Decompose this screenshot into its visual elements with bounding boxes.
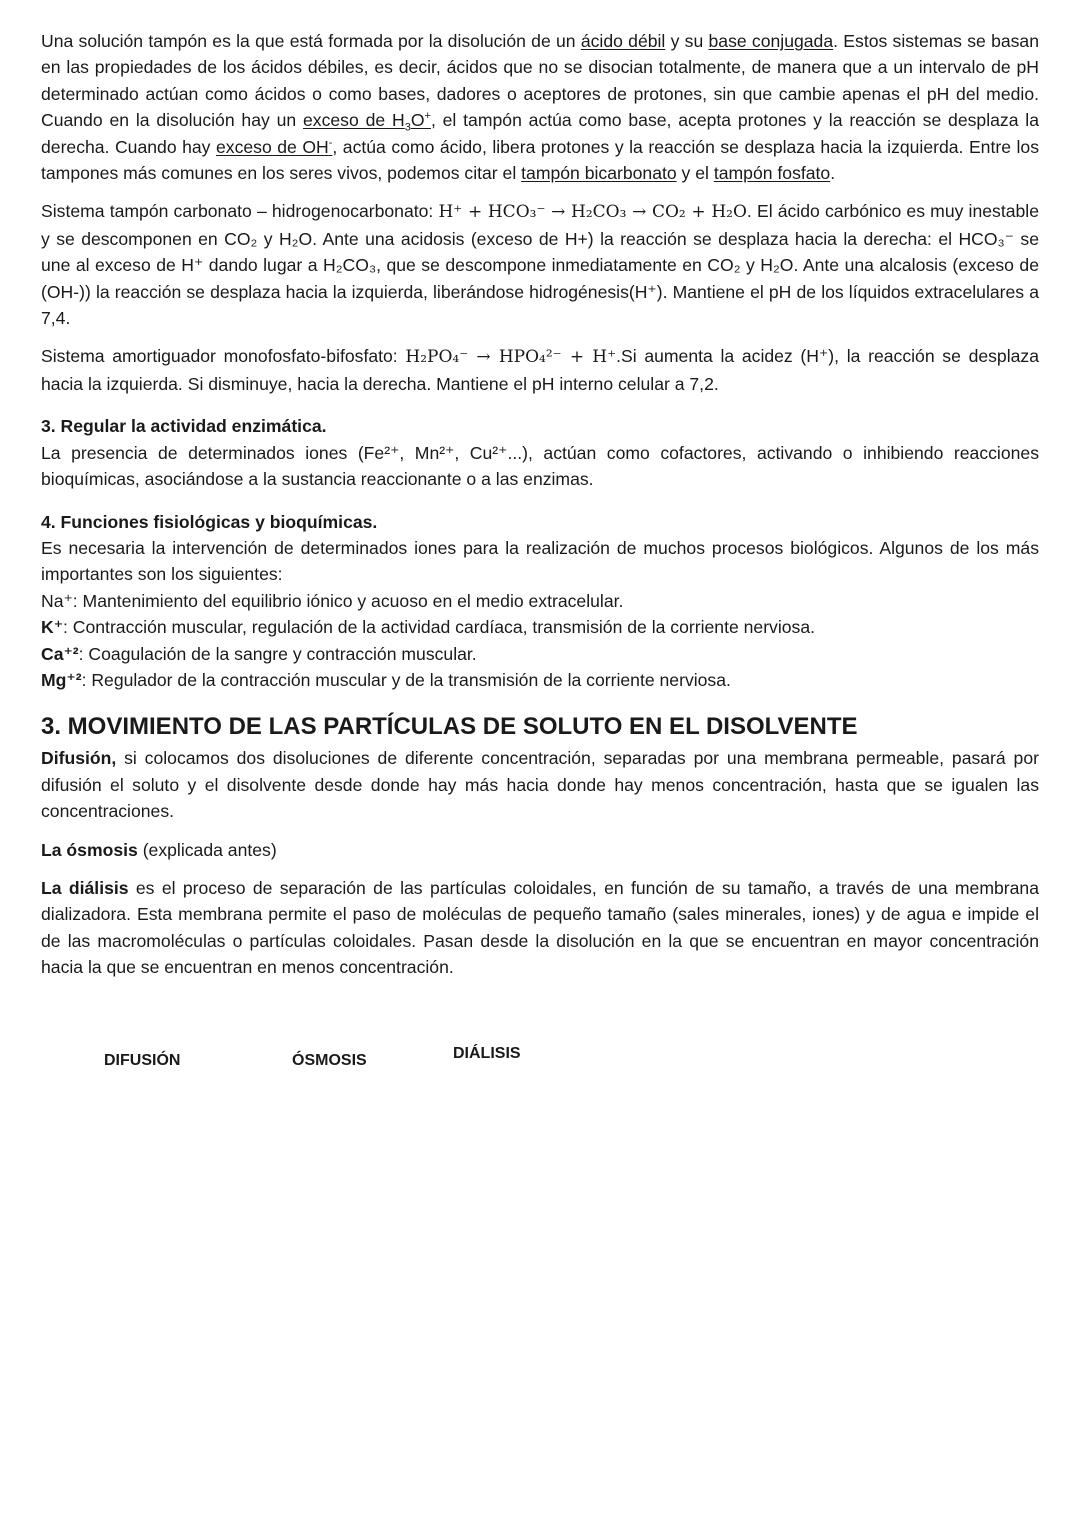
section-heading-solute-movement: 3. MOVIMIENTO DE LAS PARTÍCULAS DE SOLUTO EN EL DISOLVENTE — [41, 713, 858, 741]
ion-item-na — [41, 588, 1039, 614]
text-run: (explicada antes) — [137, 839, 277, 860]
text-run: . — [830, 163, 836, 184]
ion-item-mg — [41, 667, 1039, 693]
text-run: O — [410, 110, 425, 131]
phosphate-equation: H₂PO₄⁻ → HPO₄²⁻ + H⁺ — [405, 347, 617, 368]
term-osmosis: La ósmosis — [41, 839, 138, 860]
underlined-term-tampon-fosfato: tampón fosfato — [713, 163, 831, 184]
underlined-term-acido-debil: ácido débil — [580, 31, 666, 51]
buffer-intro-paragraph — [41, 28, 1039, 186]
enzyme-heading: 3. Regular la actividad enzimática. — [41, 416, 327, 437]
text-run: y el — [676, 163, 714, 184]
ion-symbol: Ca⁺² — [41, 643, 79, 664]
physiological-paragraph: Es necesaria la intervención de determinados iones para la realización de muchos procesos biológicos. Algunos de los más importantes son los siguientes: — [41, 537, 1039, 585]
underlined-term-base-conjugada: base conjugada — [708, 31, 834, 51]
text-run: exceso de OH — [216, 136, 329, 157]
term-difusion: Difusión, — [41, 748, 117, 769]
text-run: si colocamos dos disoluciones de diferente concentración, separadas por una membrana permeable, pasará por difusión el soluto y el disolvente desde donde hay más hacia donde hay menos concentración, hasta que se igualen las concentraciones. — [41, 748, 1039, 822]
underlined-term-exceso-h3o — [303, 110, 431, 134]
document-body — [41, 28, 1039, 981]
subscript: 3 — [404, 121, 411, 134]
enzyme-paragraph: La presencia de determinados iones (Fe²⁺, Mn²⁺, Cu²⁺...), actúan como cofactores, activando o inhibiendo reacciones bioquímicas, asociándose a la sustancia reaccionante o a las enzimas. — [41, 442, 1039, 490]
figure-label-dialisis: DIÁLISIS — [453, 1045, 521, 1062]
ion-description: : Coagulación de la sangre y contracción muscular. — [78, 643, 477, 664]
carbonate-equation: H⁺ + HCO₃⁻ → H₂CO₃ → CO₂ + H₂O — [438, 202, 747, 223]
phosphate-buffer-paragraph — [41, 343, 1039, 397]
text-run: . Estos sistemas se basan en las propiedades de los ácidos débiles, es decir, ácidos que no se disocian totalmente, de manera que a un intervalo de pH determinado actúan como ácidos o como bases, dadores o aceptores de protones, sin que cambie apenas el pH del medio. Cuando en la disolución hay un — [41, 31, 1040, 131]
ion-symbol: K⁺ — [41, 617, 63, 638]
text-run: Una solución tampón es la que está formada por la disolución de un — [41, 31, 581, 51]
ion-item-k — [41, 614, 1039, 640]
superscript: - — [328, 136, 333, 149]
ion-symbol: Mg⁺² — [41, 669, 82, 690]
figure-label-osmosis: ÓSMOSIS — [292, 1052, 367, 1069]
term-dialisis: La diálisis — [41, 877, 129, 898]
text-run: .Si aumenta la acidez (H⁺), la reacción se desplaza hacia la izquierda. Si disminuye, hacia la derecha. Mantiene el pH interno celular a 7,2. — [41, 346, 1039, 394]
text-run: , el tampón actúa como base, acepta protones y la reacción se desplaza la derecha. Cuando hay — [41, 110, 1039, 157]
ion-item-ca — [41, 641, 1039, 667]
ion-description: : Mantenimiento del equilibrio iónico y acuoso en el medio extracelular. — [72, 590, 624, 611]
underlined-term-exceso-oh — [216, 137, 332, 157]
text-run: exceso de H — [303, 110, 405, 131]
superscript: + — [424, 110, 431, 123]
text-run: es el proceso de separación de las partículas coloidales, en función de su tamaño, a través de una membrana dializadora. Esta membrana permite el paso de moléculas de pequeño tamaño (sales minerales, iones) y de agua e impide el de las macromoléculas o partículas coloidales. Pasan desde la disolución en la que se encuentran en mayor concentración hacia la que se encuentran en menos concentración. — [41, 877, 1039, 978]
underlined-term-tampon-bicarbonato: tampón bicarbonato — [521, 163, 677, 184]
difusion-paragraph — [41, 745, 1039, 824]
text-run: . El ácido carbónico es muy inestable y se descomponen en CO₂ y H₂O. Ante una acidosis (exceso de H+) la reacción se desplaza hacia la derecha: el HCO₃⁻ se une al exceso de H⁺ dando lugar a H₂CO₃, que se descompone inmediatamente en CO₂ y H₂O. Ante una alcalosis (exceso de (OH-)) la reacción se desplaza hacia la izquierda, liberándose hidrogénesis(H⁺). Mantiene el pH de los líquidos extracelulares a 7,4. — [41, 201, 1039, 329]
text-run: Sistema amortiguador monofosfato-bifosfato: — [41, 346, 406, 367]
ion-symbol: Na⁺ — [41, 590, 73, 611]
osmosis-paragraph — [41, 837, 1039, 863]
text-run: , actúa como ácido, libera protones y la reacción se desplaza hacia la izquierda. Entre los tampones más comunes en los seres vivos, podemos citar el — [41, 136, 1039, 184]
text-run: y su — [665, 31, 709, 51]
ion-description: : Contracción muscular, regulación de la actividad cardíaca, transmisión de la corriente nerviosa. — [63, 617, 816, 638]
dialisis-paragraph — [41, 875, 1039, 981]
carbonate-buffer-paragraph — [41, 198, 1039, 331]
figure-label-difusion: DIFUSIÓN — [104, 1052, 181, 1069]
ion-description: : Regulador de la contracción muscular y de la transmisión de la corriente nerviosa. — [81, 669, 731, 690]
physiological-heading: 4. Funciones fisiológicas y bioquímicas. — [41, 511, 378, 532]
text-run: Sistema tampón carbonato – hidrogenocarbonato: — [41, 201, 439, 222]
